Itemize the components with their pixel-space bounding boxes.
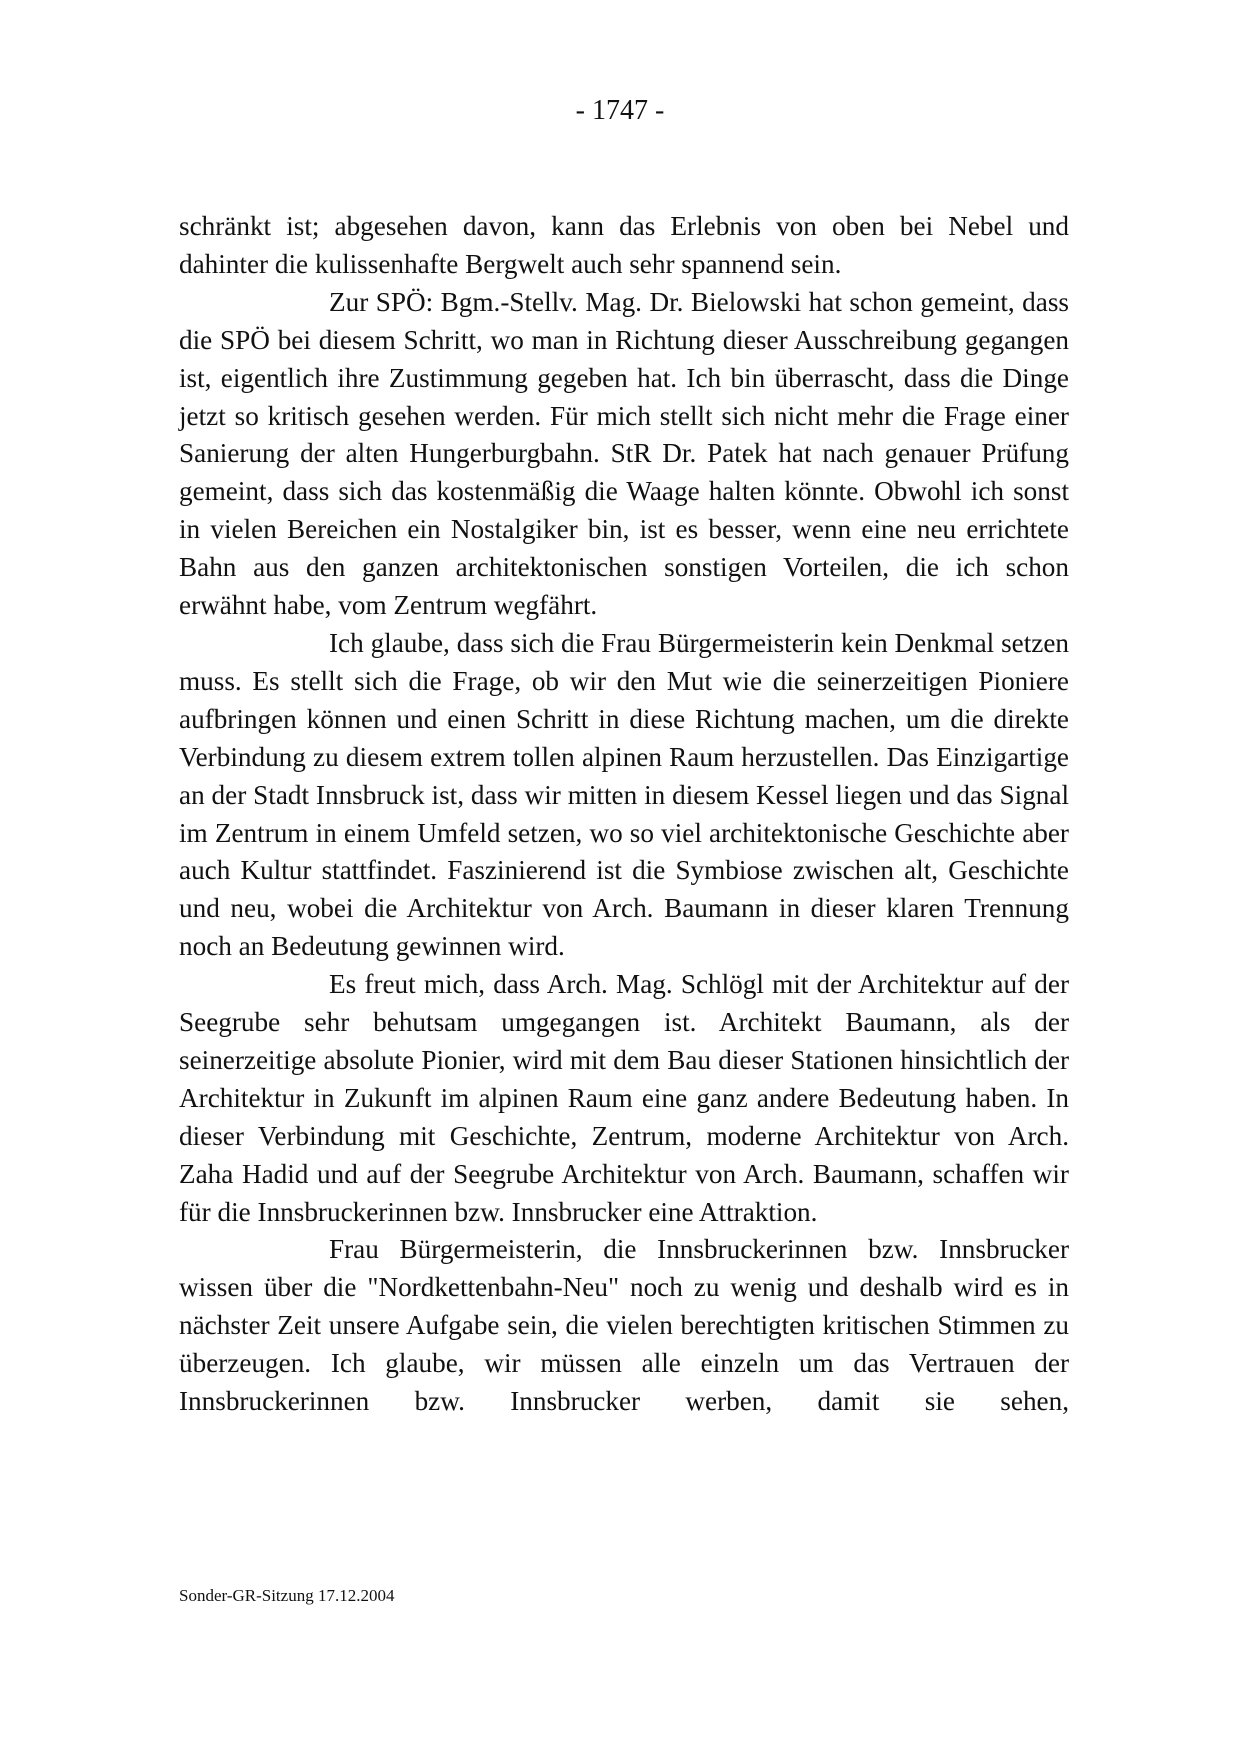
paragraph-3: Ich glaube, dass sich die Frau Bürgermeisterin kein Denkmal setzen muss. Es stellt sich die Frage, ob wir den Mut wie die seinerzeitigen Pioniere aufbringen können und einen Schritt in diese Richtung machen, um die direkte Verbindung zu diesem extrem tollen alpinen Raum herzustellen. Das Einzigartige an der Stadt Innsbruck ist, dass wir mitten in diesem Kessel liegen und das Signal im Zentrum in einem Umfeld setzen, wo so viel architektonische Geschichte aber auch Kultur stattfindet. Faszinierend ist die Symbiose zwischen alt, Geschichte und neu, wobei die Architektur von Arch. Baumann in dieser klaren Trennung noch an Bedeutung gewinnen wird. bbox=[179, 627, 1069, 962]
page-number: - 1747 - bbox=[575, 95, 665, 126]
paragraph-1: schränkt ist; abgesehen davon, kann das Erlebnis von oben bei Nebel und dahinter die kulissenhafte Bergwelt auch sehr spannend sein. bbox=[179, 211, 1069, 279]
paragraph-5: Frau Bürgermeisterin, die Innsbruckerinnen bzw. Innsbrucker wissen über die "Nordkettenbahn-Neu" noch zu wenig und deshalb wird es in nächster Zeit unsere Aufgabe sein, die vielen berechtigten kritischen Stimmen zu überzeugen. Ich glaube, wir müssen alle einzeln um das Vertrauen der Innsbruckerinnen bzw. Innsbrucker werben, damit sie sehen, bbox=[179, 1234, 1069, 1417]
paragraph-4: Es freut mich, dass Arch. Mag. Schlögl mit der Architektur auf der Seegrube sehr behutsam umgegangen ist. Architekt Baumann, als der seinerzeitige absolute Pionier, wird mit dem Bau dieser Stationen hinsichtlich der Architektur in Zukunft im alpinen Raum eine ganz andere Bedeutung haben. In dieser Verbindung mit Geschichte, Zentrum, moderne Architektur von Arch. Zaha Hadid und auf der Seegrube Architektur von Arch. Baumann, schaffen wir für die Innsbruckerinnen bzw. Innsbrucker eine Attraktion. bbox=[179, 969, 1069, 1227]
paragraph-2: Zur SPÖ: Bgm.-Stellv. Mag. Dr. Bielowski hat schon gemeint, dass die SPÖ bei diesem Schritt, wo man in Richtung dieser Ausschreibung gegangen ist, eigentlich ihre Zustimmung gegeben hat. Ich bin überrascht, dass die Dinge jetzt so kritisch gesehen werden. Für mich stellt sich nicht mehr die Frage einer Sanierung der alten Hungerburgbahn. StR Dr. Patek hat nach genauer Prüfung gemeint, dass sich das kostenmäßig die Waage halten könnte. Obwohl ich sonst in vielen Bereichen ein Nostalgiker bin, ist es besser, wenn eine neu errichtete Bahn aus den ganzen architektonischen sonstigen Vorteilen, die ich schon erwähnt habe, vom Zentrum wegfährt. bbox=[179, 286, 1069, 621]
footer: Sonder-GR-Sitzung 17.12.2004 bbox=[179, 1586, 395, 1605]
body-text bbox=[179, 208, 1069, 1421]
